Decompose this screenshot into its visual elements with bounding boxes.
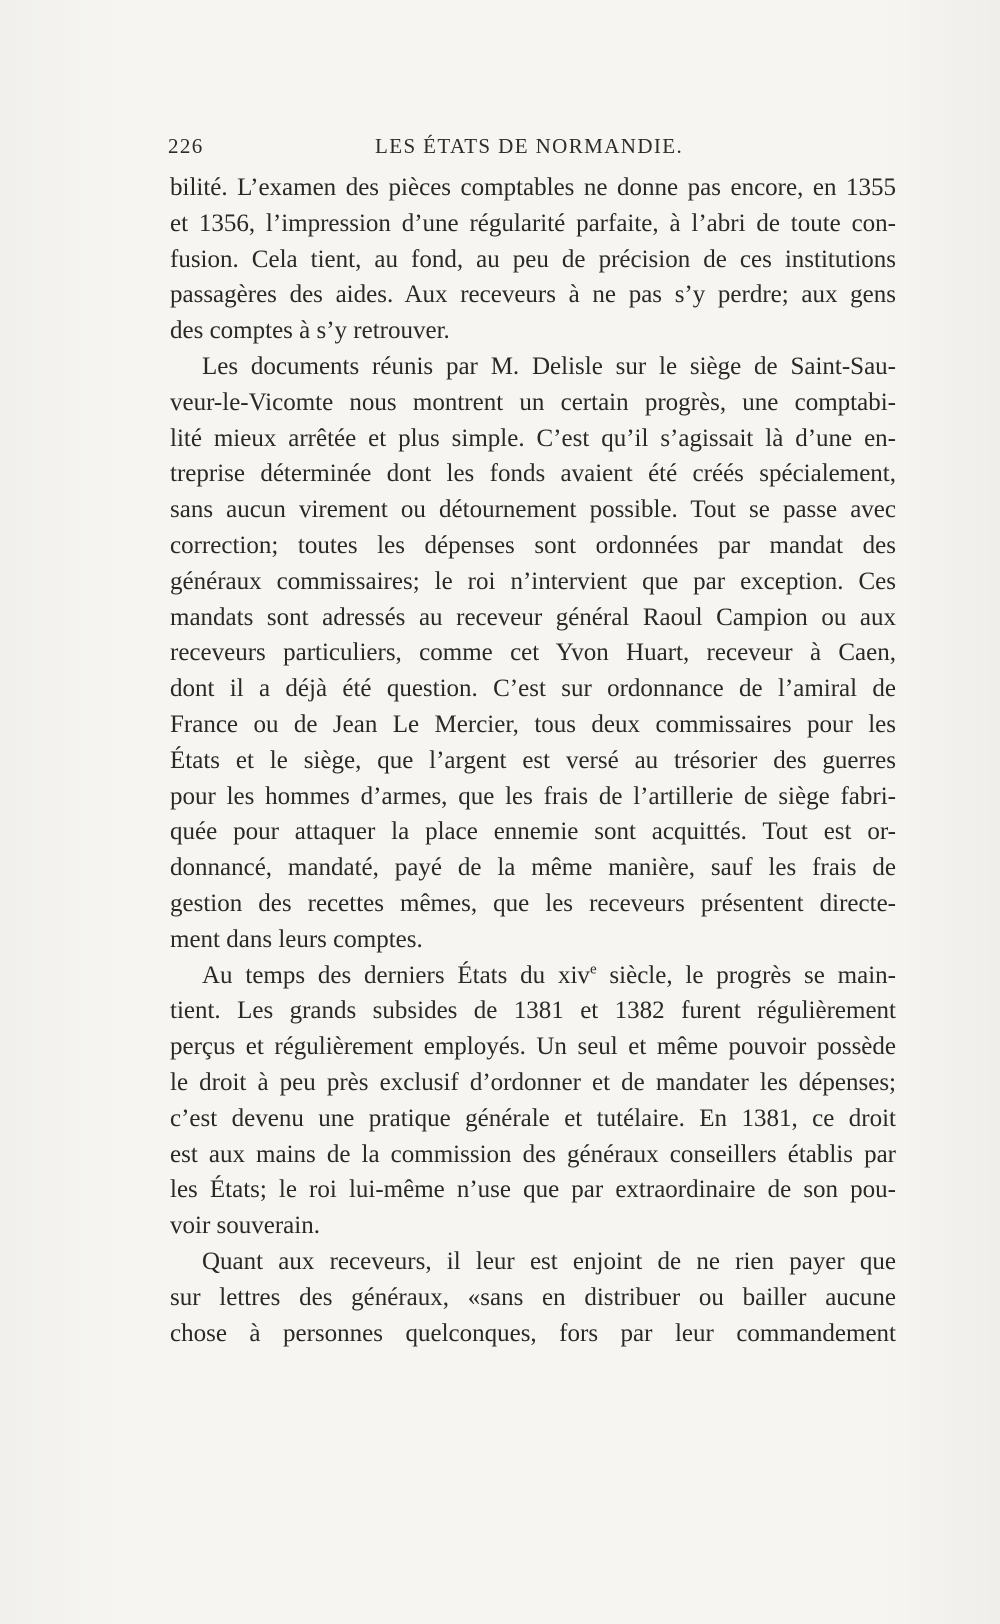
text-line: dont il a déjà été question. C’est sur ordonnance de l’amiral de [170, 675, 896, 703]
superscript: e [589, 961, 597, 978]
text-line: quée pour attaquer la place ennemie sont acquittés. Tout est or- [170, 818, 896, 846]
text-line: est aux mains de la commission des généraux conseillers établis par [170, 1140, 896, 1168]
text-line: les États; le roi lui-même n’use que par extraordinaire de son pou- [170, 1176, 896, 1204]
text-line: généraux commissaires; le roi n’intervient que par exception. Ces [170, 567, 896, 595]
text-line: gestion des recettes mêmes, que les receveurs présentent directe- [170, 889, 896, 917]
text-line: tient. Les grands subsides de 1381 et 1382 furent régulièrement [170, 997, 896, 1025]
text-line: donnancé, mandaté, payé de la même manière, sauf les frais de [170, 854, 896, 882]
body-text [170, 170, 896, 1351]
text-line: le droit à peu près exclusif d’ordonner et de mandater les dépenses; [170, 1068, 896, 1096]
text-line: sans aucun virement ou détournement possible. Tout se passe avec [170, 496, 896, 524]
running-title: LES ÉTATS DE NORMANDIE. [375, 134, 684, 158]
text-line: bilité. L’examen des pièces comptables ne donne pas encore, en 1355 [170, 174, 896, 201]
page-number: 226 [168, 134, 204, 158]
page-header [168, 128, 690, 164]
text-line: sur lettres des généraux, «sans en distribuer ou bailler aucune [170, 1283, 896, 1311]
text-line: et 1356, l’impression d’une régularité parfaite, à l’abri de toute con- [170, 209, 896, 237]
text-line: France ou de Jean Le Mercier, tous deux commissaires pour les [170, 710, 896, 738]
line-text-tail: siècle, le progrès se main- [596, 961, 896, 989]
text-line: ment dans leurs comptes. [170, 925, 423, 953]
paragraph-start [170, 958, 896, 994]
text-line: correction; toutes les dépenses sont ordonnées par mandat des [170, 531, 896, 559]
paragraph-start: Quant aux receveurs, il leur est enjoint de ne rien payer que [202, 1247, 896, 1275]
text-line: chose à personnes quelconques, fors par leur commandement [170, 1319, 896, 1347]
text-line: receveurs particuliers, comme cet Yvon Huart, receveur à Caen, [170, 639, 896, 667]
text-line: perçus et régulièrement employés. Un seul et même pouvoir possède [170, 1033, 896, 1061]
line-text: Au temps des derniers États du xiv [202, 961, 590, 989]
paragraph-start: Les documents réunis par M. Delisle sur le siège de Saint-Sau- [202, 352, 896, 380]
text-line: mandats sont adressés au receveur général Raoul Campion ou aux [170, 603, 896, 631]
text-line: des comptes à s’y retrouver. [170, 317, 450, 345]
text-line: c’est devenu une pratique générale et tutélaire. En 1381, ce droit [170, 1104, 896, 1132]
text-line: voir souverain. [170, 1212, 320, 1240]
text-line: fusion. Cela tient, au fond, au peu de précision de ces institutions [170, 245, 896, 273]
text-line: lité mieux arrêtée et plus simple. C’est qu’il s’agissait là d’une en- [170, 424, 896, 452]
text-line: treprise déterminée dont les fonds avaient été créés spécialement, [170, 460, 896, 488]
text-line: États et le siège, que l’argent est versé au trésorier des guerres [170, 746, 896, 774]
text-line: passagères des aides. Aux receveurs à ne pas s’y perdre; aux gens [170, 281, 896, 309]
text-line: pour les hommes d’armes, que les frais de l’artillerie de siège fabri- [170, 782, 896, 810]
text-line: veur-le-Vicomte nous montrent un certain progrès, une comptabi- [170, 388, 896, 416]
